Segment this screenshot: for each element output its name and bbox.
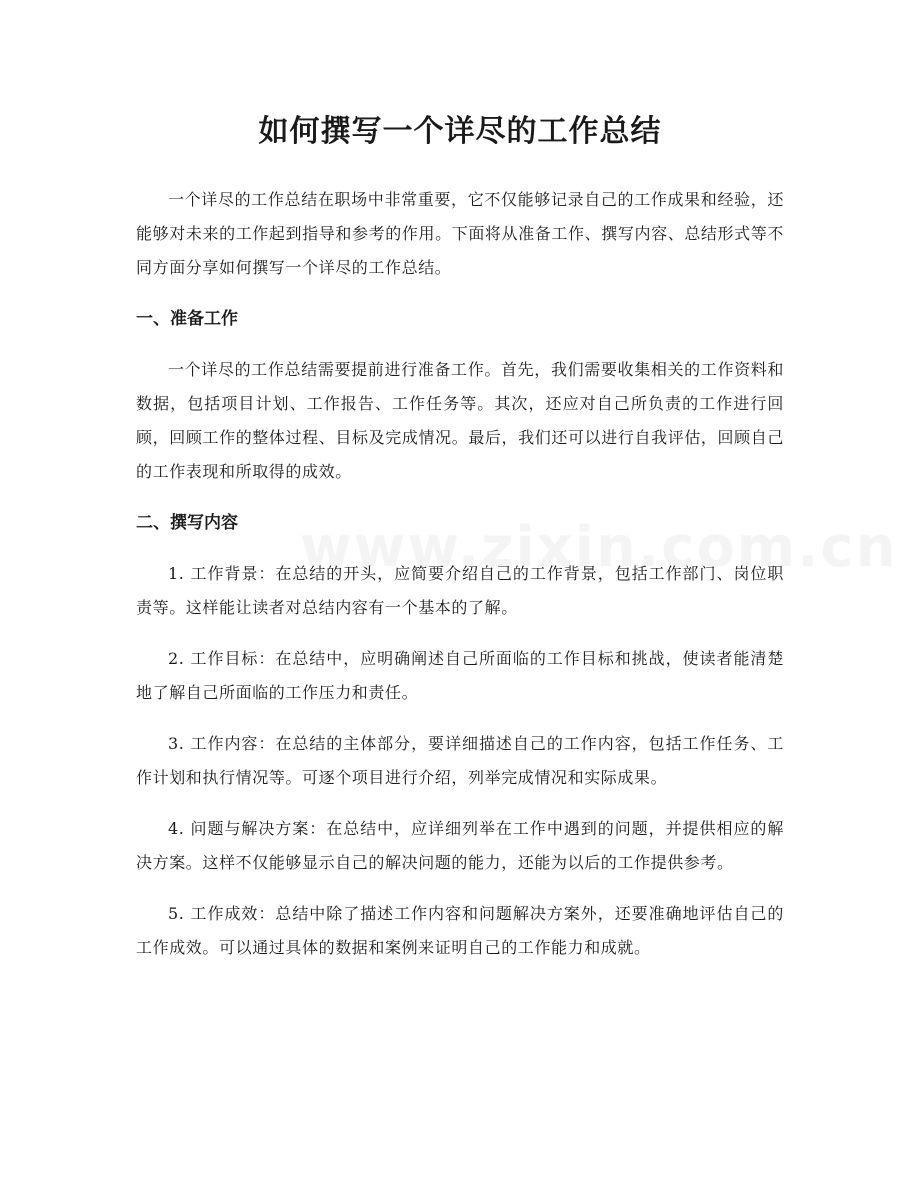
document-title: 如何撰写一个详尽的工作总结 [258, 114, 662, 149]
list-item-paragraph: 1. 工作背景：在总结的开头，应简要介绍自己的工作背景，包括工作部门、岗位职责等。这样能让读者对总结内容有一个基本的了解。 [136, 564, 784, 617]
list-item-paragraph: 2. 工作目标：在总结中，应明确阐述自己所面临的工作目标和挑战，使读者能清楚地了解自己所面临的工作压力和责任。 [136, 649, 784, 702]
list-item-paragraph: 3. 工作内容：在总结的主体部分，要详细描述自己的工作内容，包括工作任务、工作计划和执行情况等。可逐个项目进行介绍，列举完成情况和实际成果。 [136, 734, 784, 787]
section-heading-content: 二、撰写内容 [136, 513, 238, 533]
section-heading-preparation: 一、准备工作 [136, 309, 238, 329]
paragraph: 一个详尽的工作总结需要提前进行准备工作。首先，我们需要收集相关的工作资料和数据，包括项目计划、工作报告、工作任务等。其次，还应对自己所负责的工作进行回顾，回顾工作的整体过程、目标及完成情况。最后，我们还可以进行自我评估，回顾自己的工作表现和所取得的成效。 [136, 360, 784, 481]
list-item-paragraph: 5. 工作成效：总结中除了描述工作内容和问题解决方案外，还要准确地评估自己的工作成效。可以通过具体的数据和案例来证明自己的工作能力和成就。 [136, 904, 784, 957]
list-item-paragraph: 4. 问题与解决方案：在总结中，应详细列举在工作中遇到的问题，并提供相应的解决方案。这样不仅能够显示自己的解决问题的能力，还能为以后的工作提供参考。 [136, 819, 784, 872]
document-body [136, 183, 784, 982]
intro-paragraph: 一个详尽的工作总结在职场中非常重要，它不仅能够记录自己的工作成果和经验，还能够对未来的工作起到指导和参考的作用。下面将从准备工作、撰写内容、总结形式等不同方面分享如何撰写一个详尽的工作总结。 [136, 190, 784, 277]
